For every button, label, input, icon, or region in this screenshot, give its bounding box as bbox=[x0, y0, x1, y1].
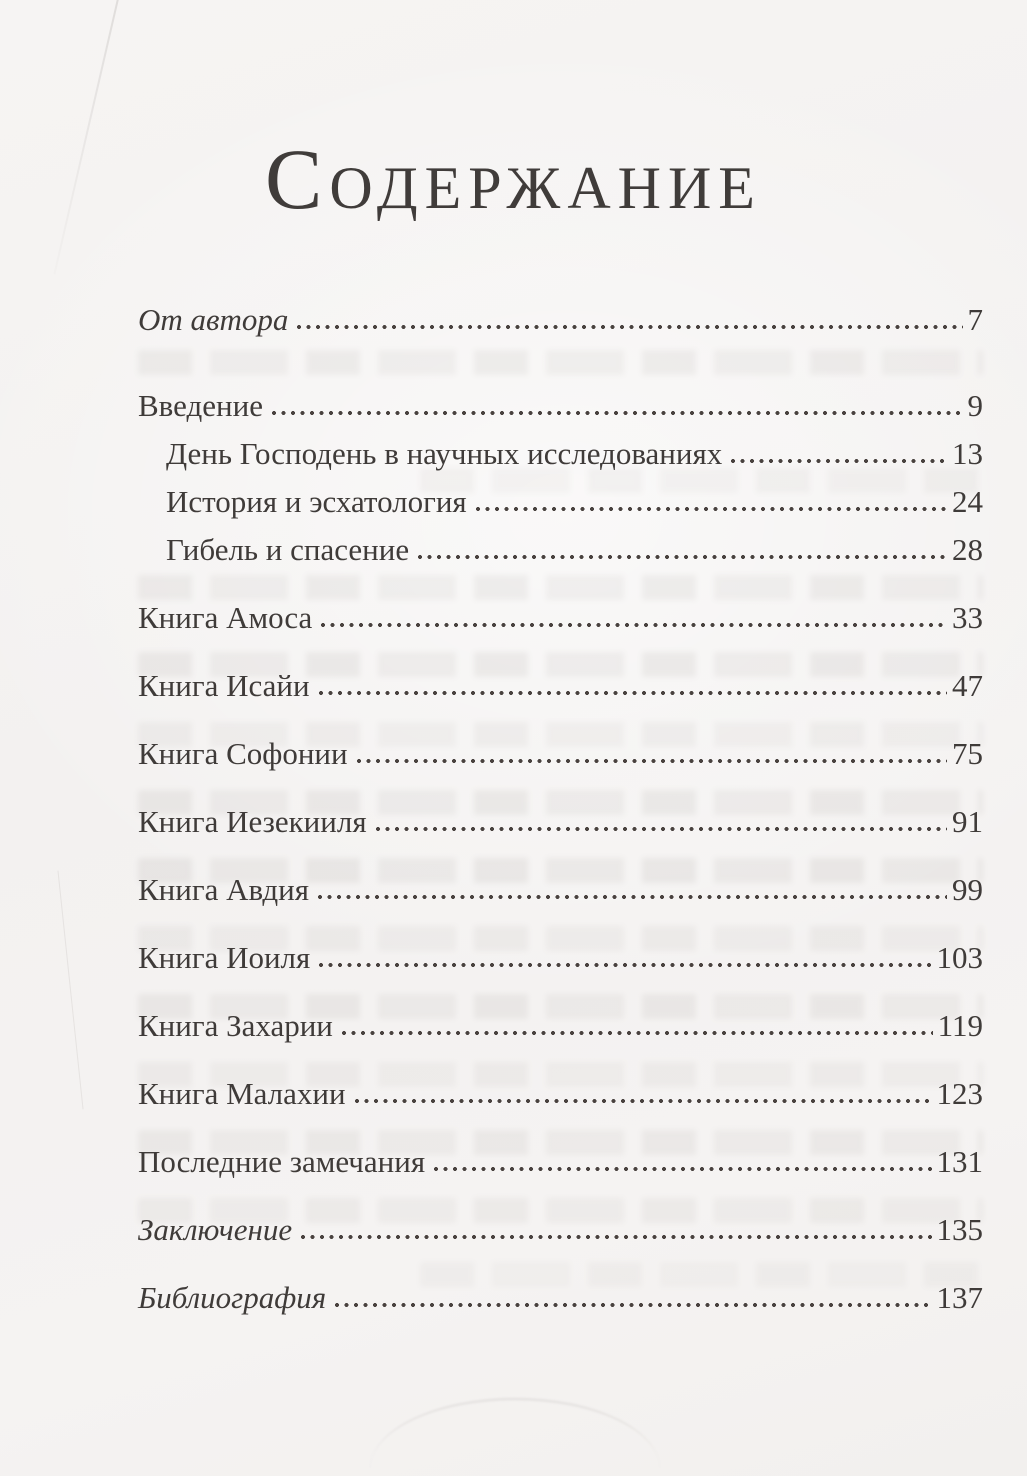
toc-entry-page-number: 33 bbox=[952, 600, 983, 635]
dotted-leader bbox=[374, 826, 947, 832]
toc-entry bbox=[138, 386, 983, 426]
toc-entry bbox=[138, 870, 983, 910]
dotted-leader bbox=[316, 894, 947, 900]
dotted-leader bbox=[355, 758, 947, 764]
toc-entry-page-number: 119 bbox=[937, 1008, 983, 1043]
toc-entry-page-number: 7 bbox=[967, 302, 983, 337]
dotted-leader bbox=[432, 1166, 931, 1172]
toc-entry-page-number: 13 bbox=[952, 436, 983, 471]
dotted-leader bbox=[317, 690, 947, 696]
toc-entry-page-number: 135 bbox=[936, 1212, 983, 1247]
toc-entry-label: День Господень в научных исследованиях bbox=[166, 436, 723, 471]
dotted-leader bbox=[340, 1030, 933, 1036]
dotted-leader bbox=[319, 622, 947, 628]
paper-crease bbox=[370, 1398, 660, 1476]
toc-entry-label: Книга Малахии bbox=[138, 1076, 346, 1111]
toc-entry-page-number: 103 bbox=[936, 940, 983, 975]
toc-entry-page-number: 28 bbox=[952, 532, 983, 567]
toc-entry-page-number: 99 bbox=[952, 872, 983, 907]
toc-entry-page-number: 91 bbox=[952, 804, 983, 839]
toc-entry bbox=[138, 300, 983, 340]
toc-entry bbox=[138, 434, 983, 474]
toc-entry bbox=[138, 734, 983, 774]
toc-entry bbox=[138, 1210, 983, 1250]
toc-entry-label: Книга Авдия bbox=[138, 872, 309, 907]
toc-entry-label: Гибель и спасение bbox=[166, 532, 410, 567]
toc-entry-label: Книга Иоиля bbox=[138, 940, 311, 975]
table-of-contents bbox=[0, 224, 1027, 1318]
toc-entry-page-number: 131 bbox=[936, 1144, 983, 1179]
dotted-leader bbox=[333, 1302, 931, 1308]
toc-entry-label: Книга Захарии bbox=[138, 1008, 333, 1043]
toc-entry-page-number: 123 bbox=[936, 1076, 983, 1111]
toc-entry bbox=[138, 1142, 983, 1182]
toc-entry-label: Заключение bbox=[138, 1212, 293, 1247]
toc-entry-label: Книга Иезекииля bbox=[138, 804, 367, 839]
toc-entry-label: Книга Амоса bbox=[138, 600, 313, 635]
toc-entry-label: История и эсхатология bbox=[166, 484, 467, 519]
toc-entry-label: Книга Софонии bbox=[138, 736, 348, 771]
dotted-leader bbox=[353, 1098, 932, 1104]
toc-entry-page-number: 9 bbox=[967, 388, 983, 423]
toc-entry bbox=[138, 666, 983, 706]
dotted-leader bbox=[474, 506, 947, 512]
toc-entry-label: Последние замечания bbox=[138, 1144, 426, 1179]
toc-entry bbox=[138, 598, 983, 638]
dotted-leader bbox=[295, 324, 962, 330]
toc-entry-label: От автора bbox=[138, 302, 289, 337]
toc-entry bbox=[138, 1278, 983, 1318]
toc-entry-page-number: 137 bbox=[936, 1280, 983, 1315]
toc-entry-page-number: 75 bbox=[952, 736, 983, 771]
toc-entry-label: Библиография bbox=[138, 1280, 327, 1315]
dotted-leader bbox=[416, 554, 947, 560]
toc-entry-page-number: 47 bbox=[952, 668, 983, 703]
dotted-leader bbox=[729, 458, 947, 464]
toc-entry-label: Книга Исайи bbox=[138, 668, 310, 703]
toc-entry bbox=[138, 802, 983, 842]
dotted-leader bbox=[317, 962, 931, 968]
toc-entry bbox=[138, 482, 983, 522]
toc-entry bbox=[138, 1006, 983, 1046]
toc-entry-label: Введение bbox=[138, 388, 263, 423]
page-title: Содержание bbox=[265, 131, 762, 227]
toc-entry bbox=[138, 938, 983, 978]
toc-entry bbox=[138, 530, 983, 570]
dotted-leader bbox=[270, 410, 963, 416]
toc-entry-page-number: 24 bbox=[952, 484, 983, 519]
dotted-leader bbox=[299, 1234, 931, 1240]
toc-entry bbox=[138, 1074, 983, 1114]
